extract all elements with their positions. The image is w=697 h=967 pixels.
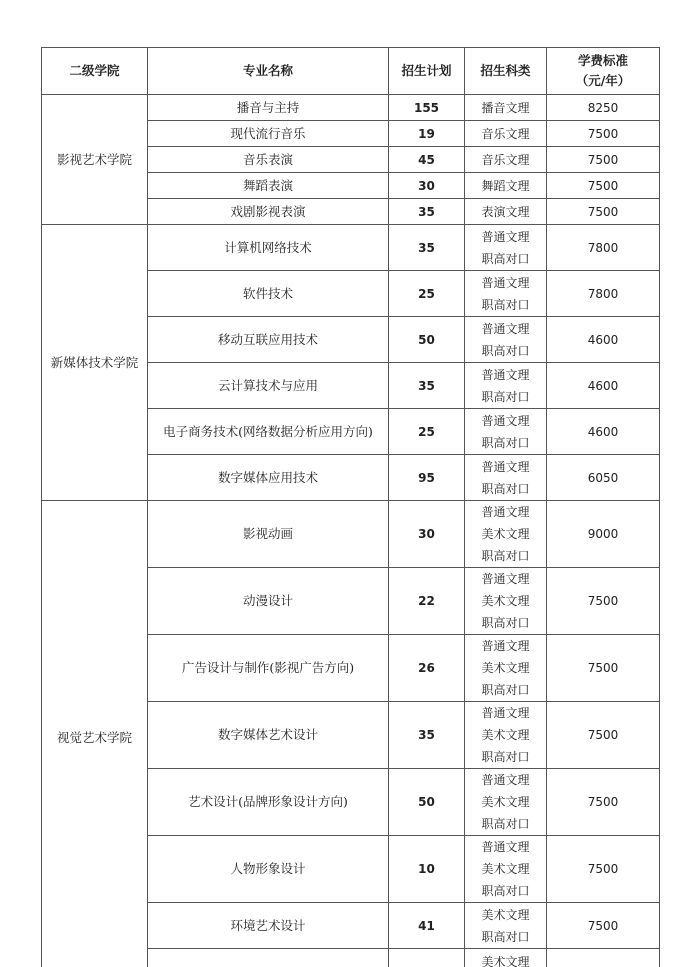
category-line: 职高对口 [481, 435, 530, 450]
major-cell: 广告设计与制作(影视广告方向) [148, 635, 389, 702]
category-cell [465, 121, 547, 147]
major-cell: 计算机网络技术 [148, 225, 389, 271]
category-cell [465, 271, 547, 317]
category-line: 普通文理 [481, 229, 530, 244]
plan-cell: 19 [389, 121, 465, 147]
category-line: 职高对口 [481, 616, 530, 630]
category-cell [465, 949, 547, 967]
category-line: 播音文理 [481, 100, 530, 115]
table-row [42, 225, 660, 271]
category-line: 美术文理 [481, 594, 530, 608]
major-cell: 人物形象设计 [148, 836, 389, 903]
category-line: 普通文理 [481, 459, 530, 474]
fee-cell [547, 949, 660, 967]
category-line: 职高对口 [481, 343, 530, 358]
major-cell: 软件技术 [148, 271, 389, 317]
category-line: 美术文理 [481, 907, 530, 922]
category-cell [465, 95, 547, 121]
category-cell [465, 568, 547, 635]
plan-cell: 95 [389, 455, 465, 501]
plan-cell: 35 [389, 225, 465, 271]
major-cell: 音乐表演 [148, 147, 389, 173]
header-college: 二级学院 [42, 48, 148, 95]
category-line: 职高对口 [481, 481, 530, 496]
category-cell [465, 363, 547, 409]
major-cell: 播音与主持 [148, 95, 389, 121]
fee-cell: 7500 [547, 635, 660, 702]
category-cell [465, 635, 547, 702]
category-cell [465, 317, 547, 363]
category-line: 普通文理 [481, 773, 530, 787]
header-category: 招生科类 [465, 48, 547, 95]
fee-cell: 7500 [547, 836, 660, 903]
category-cell [465, 173, 547, 199]
category-cell [465, 225, 547, 271]
category-line: 美术文理 [481, 954, 530, 967]
fee-cell: 7500 [547, 199, 660, 225]
category-line: 普通文理 [481, 572, 530, 586]
category-line: 美术文理 [481, 862, 530, 876]
category-line: 普通文理 [481, 275, 530, 290]
fee-cell: 7500 [547, 147, 660, 173]
table-header-row [42, 48, 660, 95]
major-cell: 舞蹈表演 [148, 173, 389, 199]
category-cell [465, 455, 547, 501]
plan-cell: 45 [389, 147, 465, 173]
category-line: 普通文理 [481, 367, 530, 382]
category-cell [465, 769, 547, 836]
category-cell [465, 903, 547, 949]
plan-cell: 25 [389, 409, 465, 455]
fee-cell: 4600 [547, 317, 660, 363]
category-line: 音乐文理 [481, 126, 530, 141]
major-cell: 环境艺术设计 [148, 903, 389, 949]
category-line: 职高对口 [481, 929, 530, 944]
category-line: 普通文理 [481, 413, 530, 428]
category-line: 普通文理 [481, 321, 530, 336]
plan-cell: 10 [389, 836, 465, 903]
major-cell: 现代流行音乐 [148, 121, 389, 147]
category-line: 职高对口 [481, 389, 530, 404]
header-major: 专业名称 [148, 48, 389, 95]
major-cell: 艺术设计(品牌形象设计方向) [148, 769, 389, 836]
category-line: 职高对口 [481, 549, 530, 563]
major-cell: 数字媒体艺术设计 [148, 702, 389, 769]
category-line: 普通文理 [481, 706, 530, 720]
category-line: 职高对口 [481, 297, 530, 312]
category-line: 美术文理 [481, 661, 530, 675]
category-line: 职高对口 [481, 817, 530, 831]
major-cell [148, 949, 389, 967]
category-cell [465, 409, 547, 455]
category-line: 职高对口 [481, 683, 530, 697]
category-cell [465, 702, 547, 769]
fee-cell: 7500 [547, 121, 660, 147]
header-plan: 招生计划 [389, 48, 465, 95]
category-line: 普通文理 [481, 639, 530, 653]
plan-cell: 30 [389, 173, 465, 199]
category-line: 职高对口 [481, 884, 530, 898]
plan-cell: 25 [389, 271, 465, 317]
category-line: 普通文理 [481, 505, 530, 519]
major-cell: 戏剧影视表演 [148, 199, 389, 225]
category-line: 职高对口 [481, 251, 530, 266]
plan-cell: 35 [389, 199, 465, 225]
major-cell: 电子商务技术(网络数据分析应用方向) [148, 409, 389, 455]
plan-cell: 41 [389, 903, 465, 949]
plan-cell: 50 [389, 317, 465, 363]
fee-cell: 7500 [547, 903, 660, 949]
category-cell [465, 147, 547, 173]
table-row [42, 501, 660, 568]
enrollment-table [41, 47, 660, 967]
fee-cell: 9000 [547, 501, 660, 568]
fee-cell: 4600 [547, 409, 660, 455]
table-body [42, 95, 660, 967]
plan-cell: 155 [389, 95, 465, 121]
fee-cell: 7500 [547, 769, 660, 836]
plan-cell: 35 [389, 702, 465, 769]
college-cell: 影视艺术学院 [42, 95, 148, 225]
plan-cell: 50 [389, 769, 465, 836]
fee-cell: 7500 [547, 568, 660, 635]
major-cell: 移动互联应用技术 [148, 317, 389, 363]
fee-cell: 7500 [547, 173, 660, 199]
fee-cell: 7800 [547, 225, 660, 271]
category-line: 舞蹈文理 [481, 178, 530, 193]
fee-cell: 7500 [547, 702, 660, 769]
header-fee-line1: 学费标准 [577, 53, 628, 68]
major-cell: 动漫设计 [148, 568, 389, 635]
major-cell: 云计算技术与应用 [148, 363, 389, 409]
category-line: 美术文理 [481, 527, 530, 541]
plan-cell: 26 [389, 635, 465, 702]
college-cell: 新媒体技术学院 [42, 225, 148, 501]
fee-cell: 8250 [547, 95, 660, 121]
fee-cell: 4600 [547, 363, 660, 409]
table-row [42, 95, 660, 121]
plan-cell: 35 [389, 363, 465, 409]
category-line: 普通文理 [481, 840, 530, 854]
college-cell: 视觉艺术学院 [42, 501, 148, 967]
plan-cell: 30 [389, 501, 465, 568]
major-cell: 数字媒体应用技术 [148, 455, 389, 501]
category-line: 美术文理 [481, 795, 530, 809]
category-line: 职高对口 [481, 750, 530, 764]
category-line: 音乐文理 [481, 152, 530, 167]
header-fee-line2: （元/年） [575, 73, 631, 88]
header-fee [547, 48, 660, 95]
plan-cell: 22 [389, 568, 465, 635]
category-cell [465, 199, 547, 225]
category-cell [465, 501, 547, 568]
category-line: 美术文理 [481, 728, 530, 742]
plan-cell [389, 949, 465, 967]
category-cell [465, 836, 547, 903]
category-line: 表演文理 [481, 204, 530, 219]
fee-cell: 6050 [547, 455, 660, 501]
major-cell: 影视动画 [148, 501, 389, 568]
fee-cell: 7800 [547, 271, 660, 317]
